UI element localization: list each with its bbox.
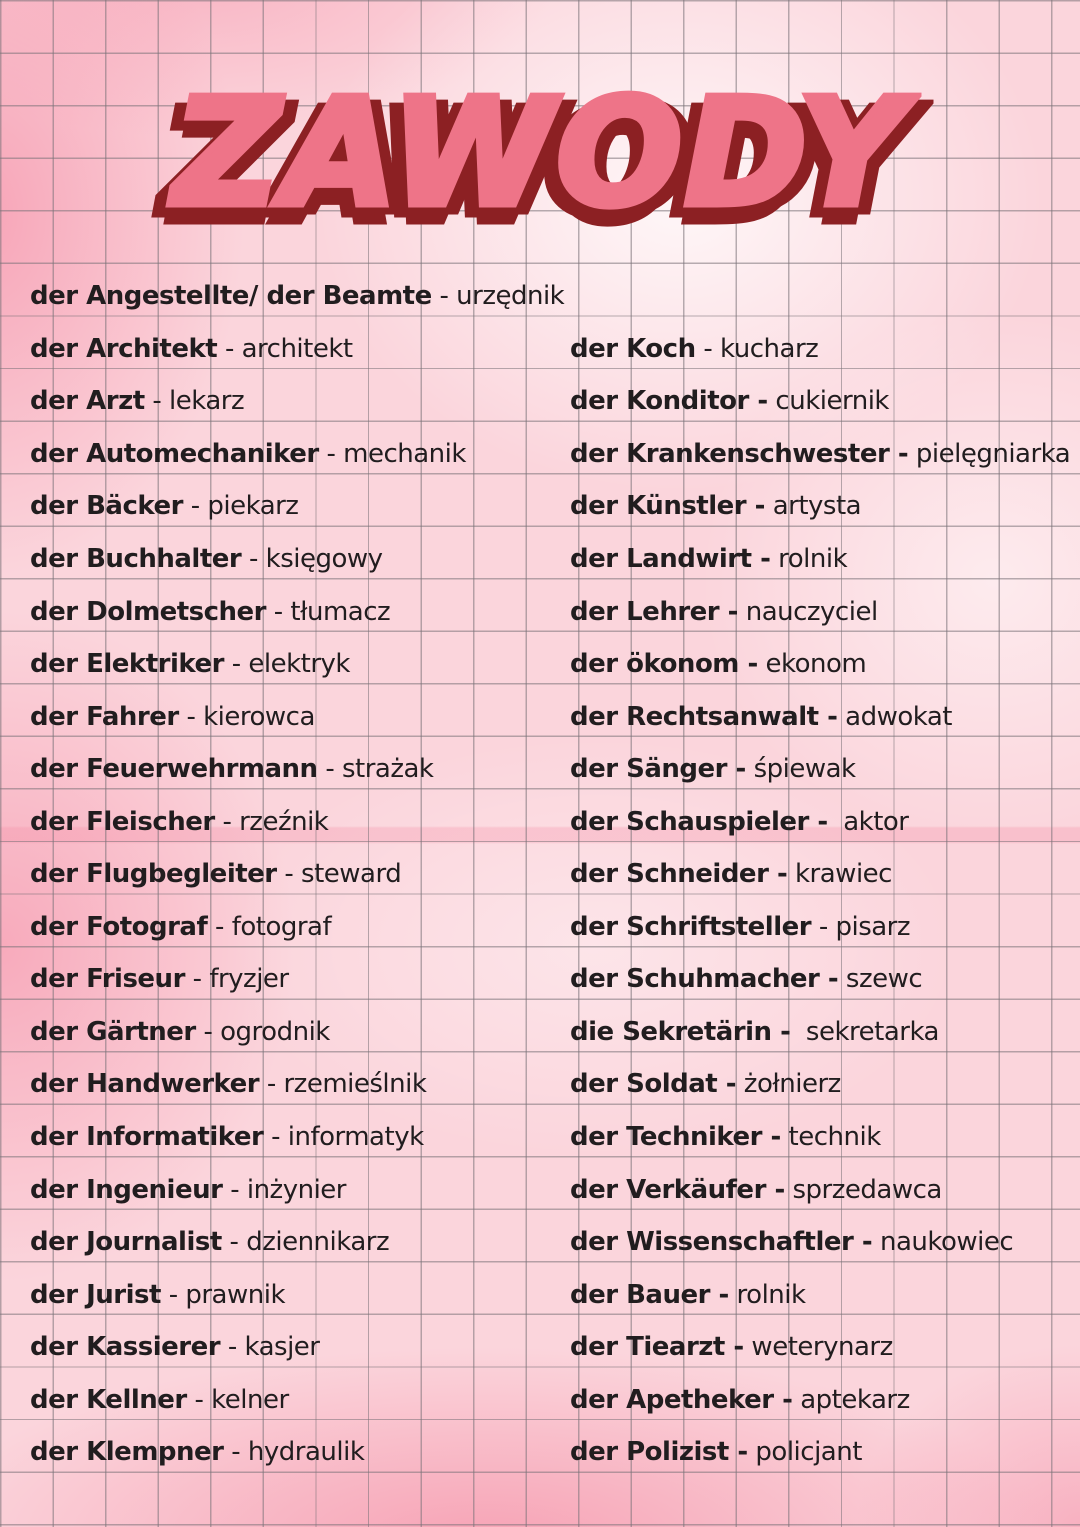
german-term: der Schriftsteller bbox=[570, 911, 812, 942]
german-term: der Architekt bbox=[30, 333, 218, 364]
polish-translation: - księgowy bbox=[241, 544, 383, 574]
vocab-row bbox=[0, 323, 1080, 376]
german-term: der Soldat - bbox=[570, 1069, 737, 1100]
german-term: der Fotograf bbox=[30, 911, 208, 942]
vocab-entry-left bbox=[0, 491, 540, 521]
polish-translation: pielęgniarka bbox=[908, 438, 1071, 469]
german-term: der Koch bbox=[570, 333, 696, 364]
polish-translation: żołnierz bbox=[736, 1069, 841, 1100]
polish-translation: - elektryk bbox=[223, 649, 350, 680]
vocab-entry-right bbox=[540, 1280, 1080, 1310]
vocab-row bbox=[0, 690, 1080, 743]
german-term: der Fahrer bbox=[30, 701, 179, 732]
vocab-entry-right bbox=[540, 1069, 1080, 1099]
german-term: der Angestellte/ der Beamte bbox=[30, 281, 432, 312]
vocab-entry-left bbox=[0, 1227, 540, 1257]
polish-translation: śpiewak bbox=[745, 754, 856, 785]
vocab-row bbox=[0, 480, 1080, 533]
vocab-row-header bbox=[0, 270, 1080, 323]
polish-translation: - hydraulik bbox=[223, 1437, 365, 1468]
german-term: der Ingenieur bbox=[30, 1174, 223, 1205]
german-term: der Dolmetscher bbox=[30, 596, 266, 627]
polish-translation: - fryzjer bbox=[184, 964, 289, 995]
polish-translation: - kierowca bbox=[178, 701, 315, 732]
vocab-entry-right bbox=[540, 597, 1080, 627]
vocab-entry-left bbox=[0, 1069, 540, 1099]
polish-translation: aptekarz bbox=[792, 1384, 910, 1415]
polish-translation: - tłumacz bbox=[265, 596, 391, 627]
polish-translation: technik bbox=[780, 1122, 881, 1153]
vocab-entry-left bbox=[0, 649, 540, 679]
polish-translation: weterynarz bbox=[743, 1332, 893, 1363]
vocab-entry-right bbox=[540, 491, 1080, 521]
polish-translation: adwokat bbox=[837, 701, 953, 732]
vocab-row bbox=[0, 1426, 1080, 1479]
vocab-row bbox=[0, 533, 1080, 586]
german-term: der Künstler - bbox=[570, 491, 765, 522]
german-term: der Rechtsanwalt - bbox=[570, 701, 838, 732]
polish-translation: - dziennikarz bbox=[221, 1227, 390, 1258]
vocab-row bbox=[0, 428, 1080, 481]
polish-translation: - lekarz bbox=[144, 386, 245, 417]
german-term: der Bäcker bbox=[30, 491, 183, 522]
vocab-entry-left bbox=[0, 1437, 540, 1467]
german-term: der Buchhalter bbox=[30, 544, 242, 574]
vocab-entry-right bbox=[540, 1017, 1080, 1047]
german-term: der Automechaniker bbox=[30, 438, 319, 469]
vocab-entry-right bbox=[540, 1227, 1080, 1257]
vocab-entry-left bbox=[0, 1175, 540, 1205]
vocab-list bbox=[0, 270, 1080, 1479]
vocab-row bbox=[0, 1216, 1080, 1269]
german-term: der ökonom - bbox=[570, 649, 758, 680]
vocab-row bbox=[0, 743, 1080, 796]
german-term: der Gärtner bbox=[30, 1016, 196, 1047]
polish-translation: aktor bbox=[827, 806, 909, 837]
vocab-entry-right bbox=[540, 964, 1080, 994]
polish-translation: - kasjer bbox=[220, 1332, 320, 1363]
german-term: der Handwerker bbox=[30, 1069, 260, 1100]
polish-translation: - kucharz bbox=[695, 333, 819, 364]
german-term: der Verkäufer - bbox=[570, 1174, 785, 1205]
polish-translation: cukiernik bbox=[767, 386, 889, 417]
vocab-row bbox=[0, 848, 1080, 901]
vocab-entry-right bbox=[540, 859, 1080, 889]
german-term: der Kellner bbox=[30, 1384, 187, 1415]
vocab-row bbox=[0, 375, 1080, 428]
german-term: der Apetheker - bbox=[570, 1384, 793, 1415]
vocab-row bbox=[0, 953, 1080, 1006]
german-term: der Informatiker bbox=[30, 1122, 264, 1153]
german-term: der Elektriker bbox=[30, 649, 224, 680]
vocab-row bbox=[0, 1321, 1080, 1374]
vocab-row bbox=[0, 1163, 1080, 1216]
vocab-entry-left bbox=[0, 754, 540, 784]
vocab-entry-header bbox=[0, 281, 1080, 311]
vocab-entry-right bbox=[540, 1385, 1080, 1415]
vocab-entry-right bbox=[540, 754, 1080, 784]
polish-translation: - piekarz bbox=[182, 491, 299, 522]
polish-translation: artysta bbox=[764, 491, 862, 522]
polish-translation: rolnik bbox=[728, 1279, 806, 1310]
vocab-row bbox=[0, 795, 1080, 848]
vocab-entry-left bbox=[0, 1017, 540, 1047]
vocab-row bbox=[0, 1058, 1080, 1111]
polish-translation: - ogrodnik bbox=[195, 1016, 330, 1047]
vocab-rows-container bbox=[0, 323, 1080, 1479]
vocab-entry-right bbox=[540, 1175, 1080, 1205]
vocab-row bbox=[0, 901, 1080, 954]
german-term: der Friseur bbox=[30, 964, 185, 995]
german-term: der Schneider - bbox=[570, 859, 788, 890]
german-term: der Techniker - bbox=[570, 1122, 781, 1153]
vocab-row bbox=[0, 1006, 1080, 1059]
german-term: der Landwirt - bbox=[570, 544, 771, 574]
polish-translation: - mechanik bbox=[318, 438, 466, 469]
polish-translation: krawiec bbox=[787, 859, 892, 890]
polish-translation: - strażak bbox=[317, 754, 434, 785]
vocab-entry-left bbox=[0, 912, 540, 942]
page-title: ZAWODY bbox=[173, 67, 907, 239]
vocab-entry-left bbox=[0, 1280, 540, 1310]
vocab-row bbox=[0, 585, 1080, 638]
vocab-entry-right bbox=[540, 1122, 1080, 1152]
german-term: der Flugbegleiter bbox=[30, 859, 277, 890]
vocab-entry-right bbox=[540, 1437, 1080, 1467]
polish-translation: - urzędnik bbox=[431, 281, 565, 312]
polish-translation: - pisarz bbox=[811, 911, 911, 942]
german-term: der Wissenschaftler - bbox=[570, 1227, 873, 1258]
polish-translation: - fotograf bbox=[207, 911, 332, 942]
german-term: der Journalist bbox=[30, 1227, 222, 1258]
german-term: die Sekretärin - bbox=[570, 1016, 791, 1047]
vocab-entry-right bbox=[540, 649, 1080, 679]
polish-translation: naukowiec bbox=[872, 1227, 1014, 1258]
vocab-entry-right bbox=[540, 702, 1080, 732]
vocab-entry-right bbox=[540, 439, 1080, 469]
german-term: der Polizist - bbox=[570, 1437, 748, 1468]
vocab-row bbox=[0, 638, 1080, 691]
vocab-entry-left bbox=[0, 439, 540, 469]
polish-translation: - informatyk bbox=[263, 1122, 424, 1153]
polish-translation: sekretarka bbox=[790, 1016, 939, 1047]
polish-translation: policjant bbox=[747, 1437, 862, 1468]
polish-translation: - rzeźnik bbox=[214, 806, 329, 837]
polish-translation: szewc bbox=[838, 964, 923, 995]
vocab-entry-left bbox=[0, 702, 540, 732]
vocab-row bbox=[0, 1373, 1080, 1426]
polish-translation: - inżynier bbox=[222, 1174, 346, 1205]
german-term: der Schauspieler - bbox=[570, 806, 828, 837]
german-term: der Feuerwehrmann bbox=[30, 754, 318, 785]
vocab-entry-left bbox=[0, 334, 540, 364]
vocab-entry-left bbox=[0, 859, 540, 889]
german-term: der Tiearzt - bbox=[570, 1332, 744, 1363]
polish-translation: nauczyciel bbox=[737, 596, 878, 627]
vocab-entry-left bbox=[0, 1332, 540, 1362]
vocab-entry-left bbox=[0, 386, 540, 416]
vocab-entry-left bbox=[0, 807, 540, 837]
polish-translation: - steward bbox=[276, 859, 402, 890]
vocab-entry-left bbox=[0, 1385, 540, 1415]
vocab-entry-left bbox=[0, 544, 540, 574]
german-term: der Fleischer bbox=[30, 806, 215, 837]
vocab-row bbox=[0, 1268, 1080, 1321]
german-term: der Arzt bbox=[30, 386, 145, 417]
vocab-entry-left bbox=[0, 1122, 540, 1152]
polish-translation: - architekt bbox=[217, 333, 353, 364]
polish-translation: sprzedawca bbox=[784, 1174, 942, 1205]
german-term: der Bauer - bbox=[570, 1279, 729, 1310]
vocab-entry-right bbox=[540, 912, 1080, 942]
german-term: der Klempner bbox=[30, 1437, 224, 1468]
vocab-entry-right bbox=[540, 334, 1080, 364]
german-term: der Schuhmacher - bbox=[570, 964, 839, 995]
german-term: der Sänger - bbox=[570, 754, 746, 785]
polish-translation: ekonom bbox=[757, 649, 867, 680]
vocab-entry-left bbox=[0, 964, 540, 994]
polish-translation: - rzemieślnik bbox=[259, 1069, 427, 1100]
german-term: der Konditor - bbox=[570, 386, 768, 417]
polish-translation: - kelner bbox=[186, 1384, 289, 1415]
vocab-row bbox=[0, 1111, 1080, 1164]
german-term: der Krankenschwester - bbox=[570, 438, 909, 469]
german-term: der Kassierer bbox=[30, 1332, 221, 1363]
vocab-entry-right bbox=[540, 544, 1080, 574]
vocab-entry-right bbox=[540, 1332, 1080, 1362]
german-term: der Lehrer - bbox=[570, 596, 738, 627]
vocab-entry-left bbox=[0, 597, 540, 627]
vocab-entry-right bbox=[540, 386, 1080, 416]
german-term: der Jurist bbox=[30, 1279, 161, 1310]
vocab-entry-right bbox=[540, 807, 1080, 837]
polish-translation: - prawnik bbox=[160, 1279, 286, 1310]
polish-translation: rolnik bbox=[770, 544, 848, 574]
